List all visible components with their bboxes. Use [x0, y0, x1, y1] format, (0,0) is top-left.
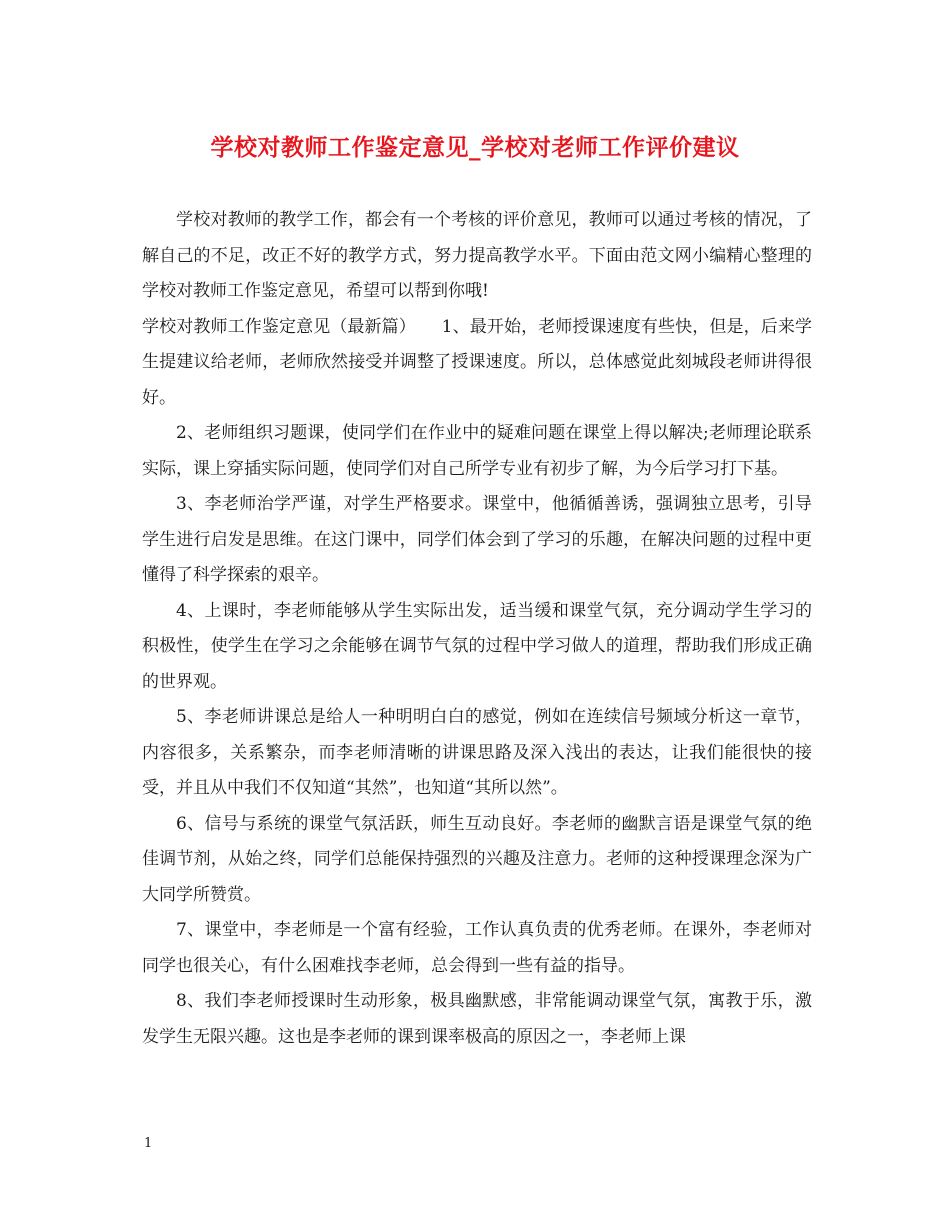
paragraph-item-3: 3、李老师治学严谨，对学生严格要求。课堂中，他循循善诱，强调独立思考，引导学生进行启发是思维。在这门课中，同学们体会到了学习的乐趣，在解决问题的过程中更懂得了科学探索的艰辛。 — [142, 494, 812, 585]
paragraph-intro: 学校对教师的教学工作，都会有一个考核的评价意见，教师可以通过考核的情况，了解自己的不足，改正不好的教学方式，努力提高教学水平。下面由范文网小编精心整理的学校对教师工作鉴定意见，希望可以帮到你哦! — [142, 210, 812, 301]
paragraph-item-4: 4、上课时，李老师能够从学生实际出发，适当缓和课堂气氛，充分调动学生学习的积极性，使学生在学习之余能够在调节气氛的过程中学习做人的道理，帮助我们形成正确的世界观。 — [142, 600, 812, 692]
paragraph-item-6: 6、信号与系统的课堂气氛活跃，师生互动良好。李老师的幽默言语是课堂气氛的绝佳调节剂，从始之终，同学们总能保持强烈的兴趣及注意力。老师的这种授课理念深为广大同学所赞赏。 — [142, 813, 812, 905]
document-body — [142, 203, 812, 1055]
document-title: 学校对教师工作鉴定意见_学校对老师工作评价建议 — [210, 134, 740, 161]
paragraph-item-5: 5、李老师讲课总是给人一种明明白白的感觉，例如在连续信号频域分析这一章节，内容很多，关系繁杂，而李老师清晰的讲课思路及深入浅出的表达，让我们能很快的接受，并且从中我们不仅知道“其然”，也知道“其所以然”。 — [142, 707, 812, 798]
paragraph-item-7: 7、课堂中，李老师是一个富有经验，工作认真负责的优秀老师。在课外，李老师对同学也很关心，有什么困难找李老师，总会得到一些有益的指导。 — [142, 920, 812, 976]
paragraph-item-2: 2、老师组织习题课，使同学们在作业中的疑难问题在课堂上得以解决;老师理论联系实际，课上穿插实际问题，使同学们对自己所学专业有初步了解，为今后学习打下基。 — [142, 423, 812, 479]
paragraph-section-heading: 学校对教师工作鉴定意见（最新篇） 1、最开始，老师授课速度有些快，但是，后来学生提建议给老师，老师欣然接受并调整了授课速度。所以，总体感觉此刻城段老师讲得很好。 — [142, 316, 812, 408]
paragraph-item-8: 8、我们李老师授课时生动形象，极具幽默感，非常能调动课堂气氛，寓教于乐，激发学生无限兴趣。这也是李老师的课到课率极高的原因之一，李老师上课 — [142, 991, 812, 1047]
page-number: 1 — [144, 1136, 153, 1151]
